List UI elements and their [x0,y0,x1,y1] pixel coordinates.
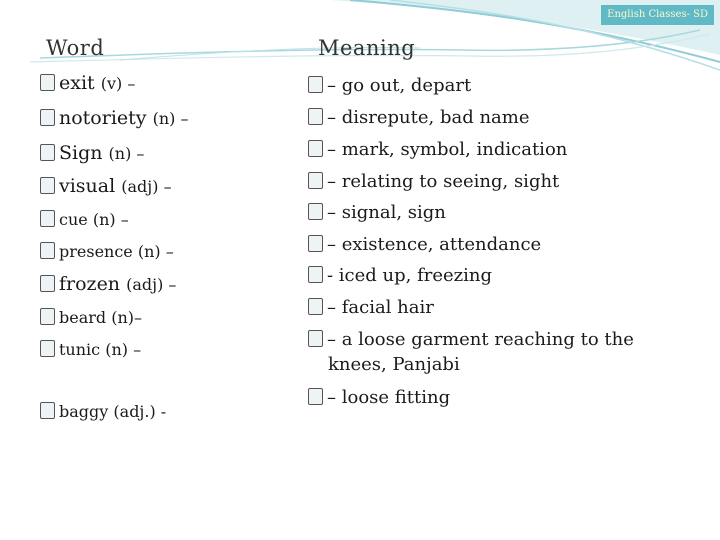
part-of-speech: (n)– [111,308,143,327]
word-item-frozen [40,273,176,295]
bullet-icon [308,298,323,315]
bullet-icon [40,242,55,259]
bullet-icon [308,172,323,189]
part-of-speech: (n) – [92,210,129,229]
meaning-item [308,296,434,318]
word-item-tunic [40,338,141,359]
word-item-visual [40,175,172,197]
word-text: Sign [59,142,103,164]
bullet-icon [40,144,55,161]
bullet-icon [40,74,55,91]
word-text: visual [59,175,116,197]
part-of-speech: (v) – [100,74,136,93]
meaning-text: – mark, symbol, indication [327,139,568,160]
word-text: tunic [59,340,101,359]
meaning-item [308,106,529,128]
meaning-text: – existence, attendance [327,234,542,255]
bullet-icon [40,402,55,419]
bullet-icon [308,266,323,283]
word-text: presence [59,242,133,261]
word-column-header: Word [46,36,105,60]
meaning-item [308,74,471,96]
word-item-presence [40,240,174,261]
part-of-speech: (n) – [108,144,145,163]
bullet-icon [40,340,55,357]
bullet-icon [308,203,323,220]
meaning-item [308,264,492,286]
part-of-speech: (n) – [105,340,142,359]
word-item-baggy [40,400,166,421]
bullet-icon [308,140,323,157]
bullet-icon [40,210,55,227]
meaning-text: – go out, depart [327,75,472,96]
bullet-icon [308,76,323,93]
meaning-text: – facial hair [327,297,434,318]
word-text: beard [59,308,107,327]
word-item-notoriety [40,107,188,129]
bullet-icon [308,330,323,347]
word-text: frozen [59,273,121,295]
bullet-icon [40,109,55,126]
meaning-text: – relating to seeing, sight [327,171,560,192]
word-item-cue [40,208,129,229]
bullet-icon [308,108,323,125]
word-text: baggy [59,402,109,421]
meaning-text: - iced up, freezing [327,265,493,286]
part-of-speech: (adj.) - [113,402,167,421]
bullet-icon [308,388,323,405]
bullet-icon [40,275,55,292]
part-of-speech: (n) – [137,242,174,261]
meaning-item [308,170,559,192]
meaning-text: – loose fitting [327,387,451,408]
course-badge: English Classes- SD [601,5,714,25]
meaning-column-header: Meaning [318,36,416,60]
part-of-speech: (adj) – [121,177,172,196]
part-of-speech: (n) – [152,109,189,128]
word-text: cue [59,210,88,229]
word-item-beard [40,306,142,327]
meaning-item [308,328,634,350]
meaning-text: – signal, sign [327,202,446,223]
meaning-item [308,233,541,255]
meaning-continuation: knees, Panjabi [328,354,460,375]
bullet-icon [40,177,55,194]
meaning-item [308,138,567,160]
meaning-item [308,386,450,408]
meaning-text: – a loose garment reaching to the [327,329,634,350]
word-item-exit [40,72,135,94]
bullet-icon [308,235,323,252]
bullet-icon [40,308,55,325]
word-text: exit [59,72,95,94]
word-item-sign [40,142,144,164]
meaning-item [308,201,446,223]
part-of-speech: (adj) – [126,275,177,294]
word-text: notoriety [59,107,147,129]
meaning-text: – disrepute, bad name [327,107,530,128]
